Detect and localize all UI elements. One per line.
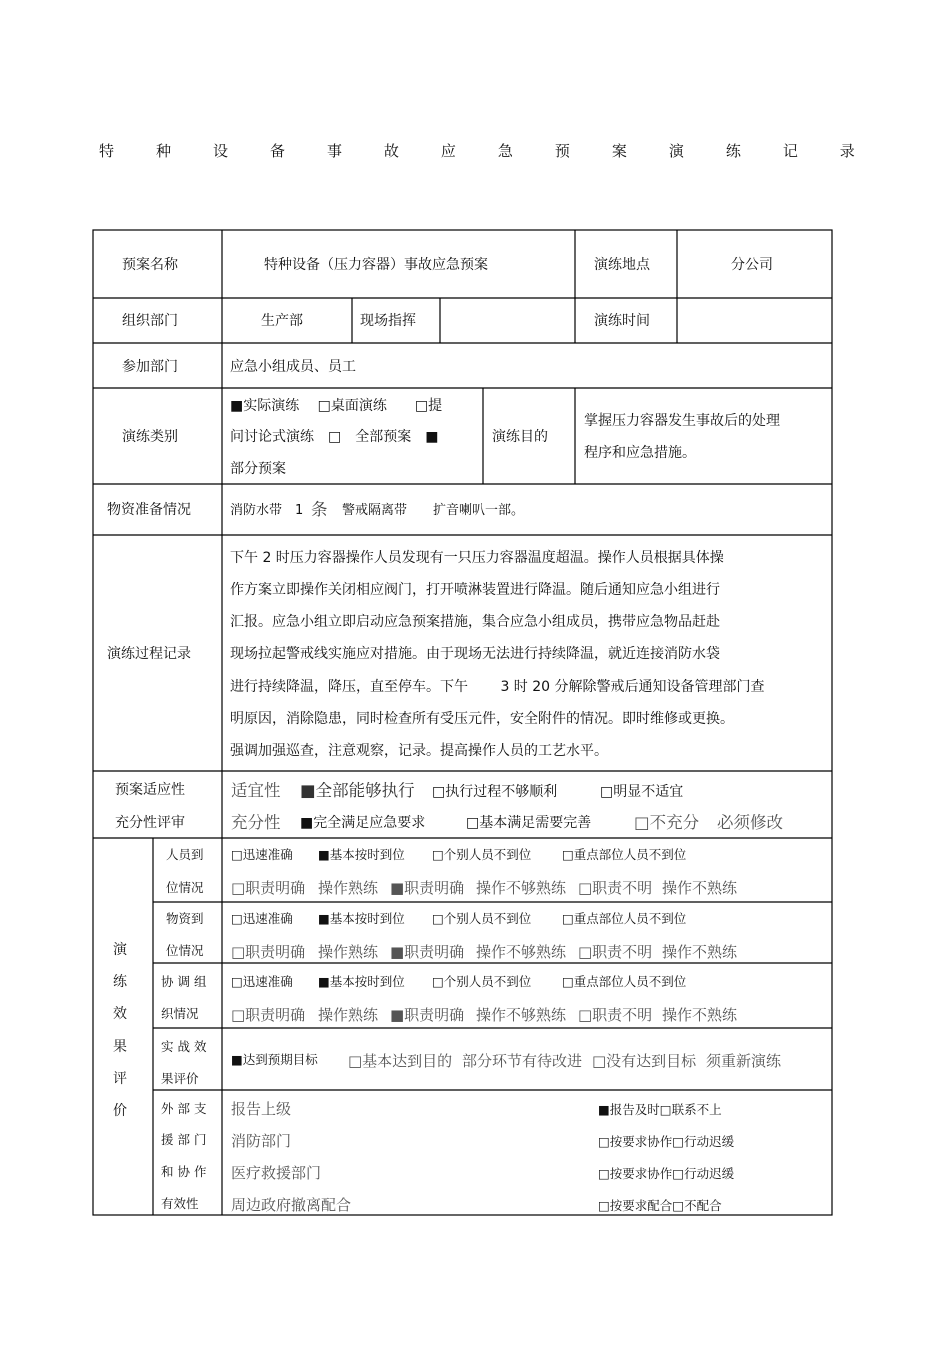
time-label: 演练时间 [594, 313, 650, 329]
effect-label-char: 演 [113, 942, 127, 958]
effect-option: 操作不熟练 [662, 943, 738, 961]
participants-label: 参加部门 [122, 359, 178, 375]
review-option: 必须修改 [717, 813, 783, 832]
page-title [99, 140, 855, 161]
effect-row-label: 物资到 [166, 911, 204, 926]
external-party: 报告上级 [231, 1100, 292, 1118]
external-option: □按要求配合□不配合 [598, 1198, 722, 1213]
title-char: 种 [155, 142, 171, 160]
process-line: 强调加强巡查，注意观察，记录。提高操作人员的工艺水平。 [230, 743, 608, 759]
plan-name-label: 预案名称 [122, 257, 178, 273]
external-party: 周边政府撤离配合 [231, 1196, 352, 1214]
effect-option: □重点部位人员不到位 [562, 911, 687, 926]
process-line: 下午 2 时压力容器操作人员发现有一只压力容器温度超温。操作人员根据具体操 [230, 550, 724, 566]
title-char: 录 [839, 142, 855, 160]
effect-option: ■职责明确 [390, 1006, 465, 1024]
effect-option: □个别人员不到位 [432, 974, 532, 989]
external-option: □按要求协作□行动迟缓 [598, 1134, 735, 1149]
review-option: ■完全满足应急要求 [300, 815, 426, 831]
title-char: 特 [99, 142, 115, 160]
review-label: 充分性评审 [115, 815, 185, 831]
effect-row-label: 位情况 [166, 943, 204, 958]
effect-option: □迅速准确 [231, 847, 293, 862]
effect-option: □职责明确 [231, 879, 306, 897]
combat-option: 部分环节有待改进 [462, 1052, 583, 1070]
review-sufficiency: 充分性 [231, 813, 281, 832]
process-label: 演练过程记录 [107, 646, 191, 662]
type-line: ■实际演练 □桌面演练 □提 [230, 398, 443, 414]
process-line: 作方案立即操作关闭相应阀门，打开喷淋装置进行降温。随后通知应急小组进行 [230, 582, 720, 598]
location-label: 演练地点 [594, 257, 650, 273]
effect-label-char: 练 [113, 974, 127, 990]
combat-option: ■达到预期目标 [231, 1052, 318, 1067]
location-value: 分公司 [731, 257, 773, 273]
effect-option: 操作不熟练 [662, 879, 738, 897]
org-label: 组织部门 [122, 313, 178, 329]
effect-label-char: 评 [113, 1071, 127, 1087]
effect-option: ■职责明确 [390, 879, 465, 897]
combat-option: □没有达到目标 [592, 1052, 697, 1070]
effect-option: □职责明确 [231, 943, 306, 961]
title-char: 案 [611, 142, 627, 160]
commander-label: 现场指挥 [360, 313, 416, 329]
external-label: 援 部 门 [161, 1132, 207, 1147]
type-line: 问讨论式演练 □ 全部预案 ■ [230, 429, 439, 445]
external-label: 和 协 作 [161, 1164, 207, 1179]
external-label: 外 部 支 [161, 1101, 207, 1116]
title-char: 事 [326, 142, 342, 160]
material-label: 物资准备情况 [107, 502, 191, 518]
review-option: ■全部能够执行 [300, 781, 415, 800]
process-line: 现场拉起警戒线实施应对措施。由于现场无法进行持续降温，就近连接消防水袋 [230, 646, 720, 662]
effect-option: 操作熟练 [318, 943, 379, 961]
effect-option: 操作熟练 [318, 1006, 379, 1024]
effect-label-char: 价 [113, 1103, 127, 1119]
effect-row-label: 位情况 [166, 880, 204, 895]
combat-label: 实 战 效 [161, 1039, 207, 1054]
title-char: 演 [668, 142, 684, 160]
effect-option: □重点部位人员不到位 [562, 847, 687, 862]
effect-option: ■基本按时到位 [318, 847, 405, 862]
effect-option: 操作不熟练 [662, 1006, 738, 1024]
org-value: 生产部 [261, 313, 303, 329]
title-char: 预 [554, 142, 570, 160]
effect-label-char: 效 [113, 1006, 127, 1022]
effect-row-label: 协 调 组 [161, 974, 207, 989]
process-line: 明原因，消除隐患，同时检查所有受压元件，安全附件的情况。即时维修或更换。 [230, 711, 734, 727]
effect-row-label: 织情况 [161, 1006, 199, 1021]
review-option: □明显不适宜 [600, 784, 684, 800]
effect-option: 操作不够熟练 [476, 1006, 567, 1024]
combat-label: 果评价 [161, 1071, 199, 1086]
material-value-rest: 警戒隔离带 扩音喇叭一部。 [342, 503, 525, 518]
title-char: 设 [212, 142, 228, 160]
combat-option: □基本达到目的 [348, 1052, 453, 1070]
effect-option: 操作不够熟练 [476, 943, 567, 961]
external-party: 医疗救援部门 [231, 1164, 322, 1182]
effect-option: □迅速准确 [231, 911, 293, 926]
review-option: □不充分 [634, 813, 700, 832]
effect-option: 操作不够熟练 [476, 879, 567, 897]
effect-option: □迅速准确 [231, 974, 293, 989]
effect-option: ■基本按时到位 [318, 974, 405, 989]
effect-option: □职责不明 [578, 1006, 653, 1024]
purpose-line: 程序和应急措施。 [584, 445, 696, 461]
effect-option: □个别人员不到位 [432, 847, 532, 862]
title-char: 急 [497, 142, 513, 160]
effect-option: □职责不明 [578, 943, 653, 961]
title-char: 应 [440, 142, 456, 160]
title-char: 故 [383, 142, 399, 160]
effect-option: ■基本按时到位 [318, 911, 405, 926]
process-line: 进行持续降温，降压，直至停车。下午 3 时 20 分解除警戒后通知设备管理部门查 [230, 679, 765, 695]
effect-option: □重点部位人员不到位 [562, 974, 687, 989]
effect-label-char: 果 [113, 1039, 127, 1055]
purpose-line: 掌握压力容器发生事故后的处理 [584, 413, 780, 429]
external-party: 消防部门 [231, 1132, 292, 1150]
title-char: 练 [725, 142, 741, 160]
review-label: 预案适应性 [115, 782, 185, 798]
external-label: 有效性 [161, 1196, 199, 1211]
type-line: 部分预案 [230, 461, 286, 477]
plan-name-value: 特种设备（压力容器）事故应急预案 [264, 257, 488, 273]
participants-value: 应急小组成员、员工 [230, 359, 356, 375]
effect-option: ■职责明确 [390, 943, 465, 961]
title-char: 备 [269, 142, 285, 160]
external-option: ■报告及时□联系不上 [598, 1102, 722, 1117]
purpose-label: 演练目的 [492, 429, 548, 445]
review-option: □基本满足需要完善 [466, 815, 592, 831]
process-line: 汇报。应急小组立即启动应急预案措施，集合应急小组成员，携带应急物品赶赴 [230, 614, 720, 630]
title-char: 记 [782, 142, 798, 160]
material-value: 消防水带 1 [230, 503, 304, 518]
review-option: □执行过程不够顺利 [432, 784, 558, 800]
effect-option: □职责不明 [578, 879, 653, 897]
effect-option: 操作熟练 [318, 879, 379, 897]
material-unit: 条 [311, 500, 328, 519]
effect-option: □个别人员不到位 [432, 911, 532, 926]
review-suitability: 适宜性 [231, 781, 281, 800]
combat-option: 须重新演练 [706, 1052, 782, 1070]
type-label: 演练类别 [122, 429, 178, 445]
external-option: □按要求协作□行动迟缓 [598, 1166, 735, 1181]
effect-option: □职责明确 [231, 1006, 306, 1024]
effect-row-label: 人员到 [166, 847, 204, 862]
